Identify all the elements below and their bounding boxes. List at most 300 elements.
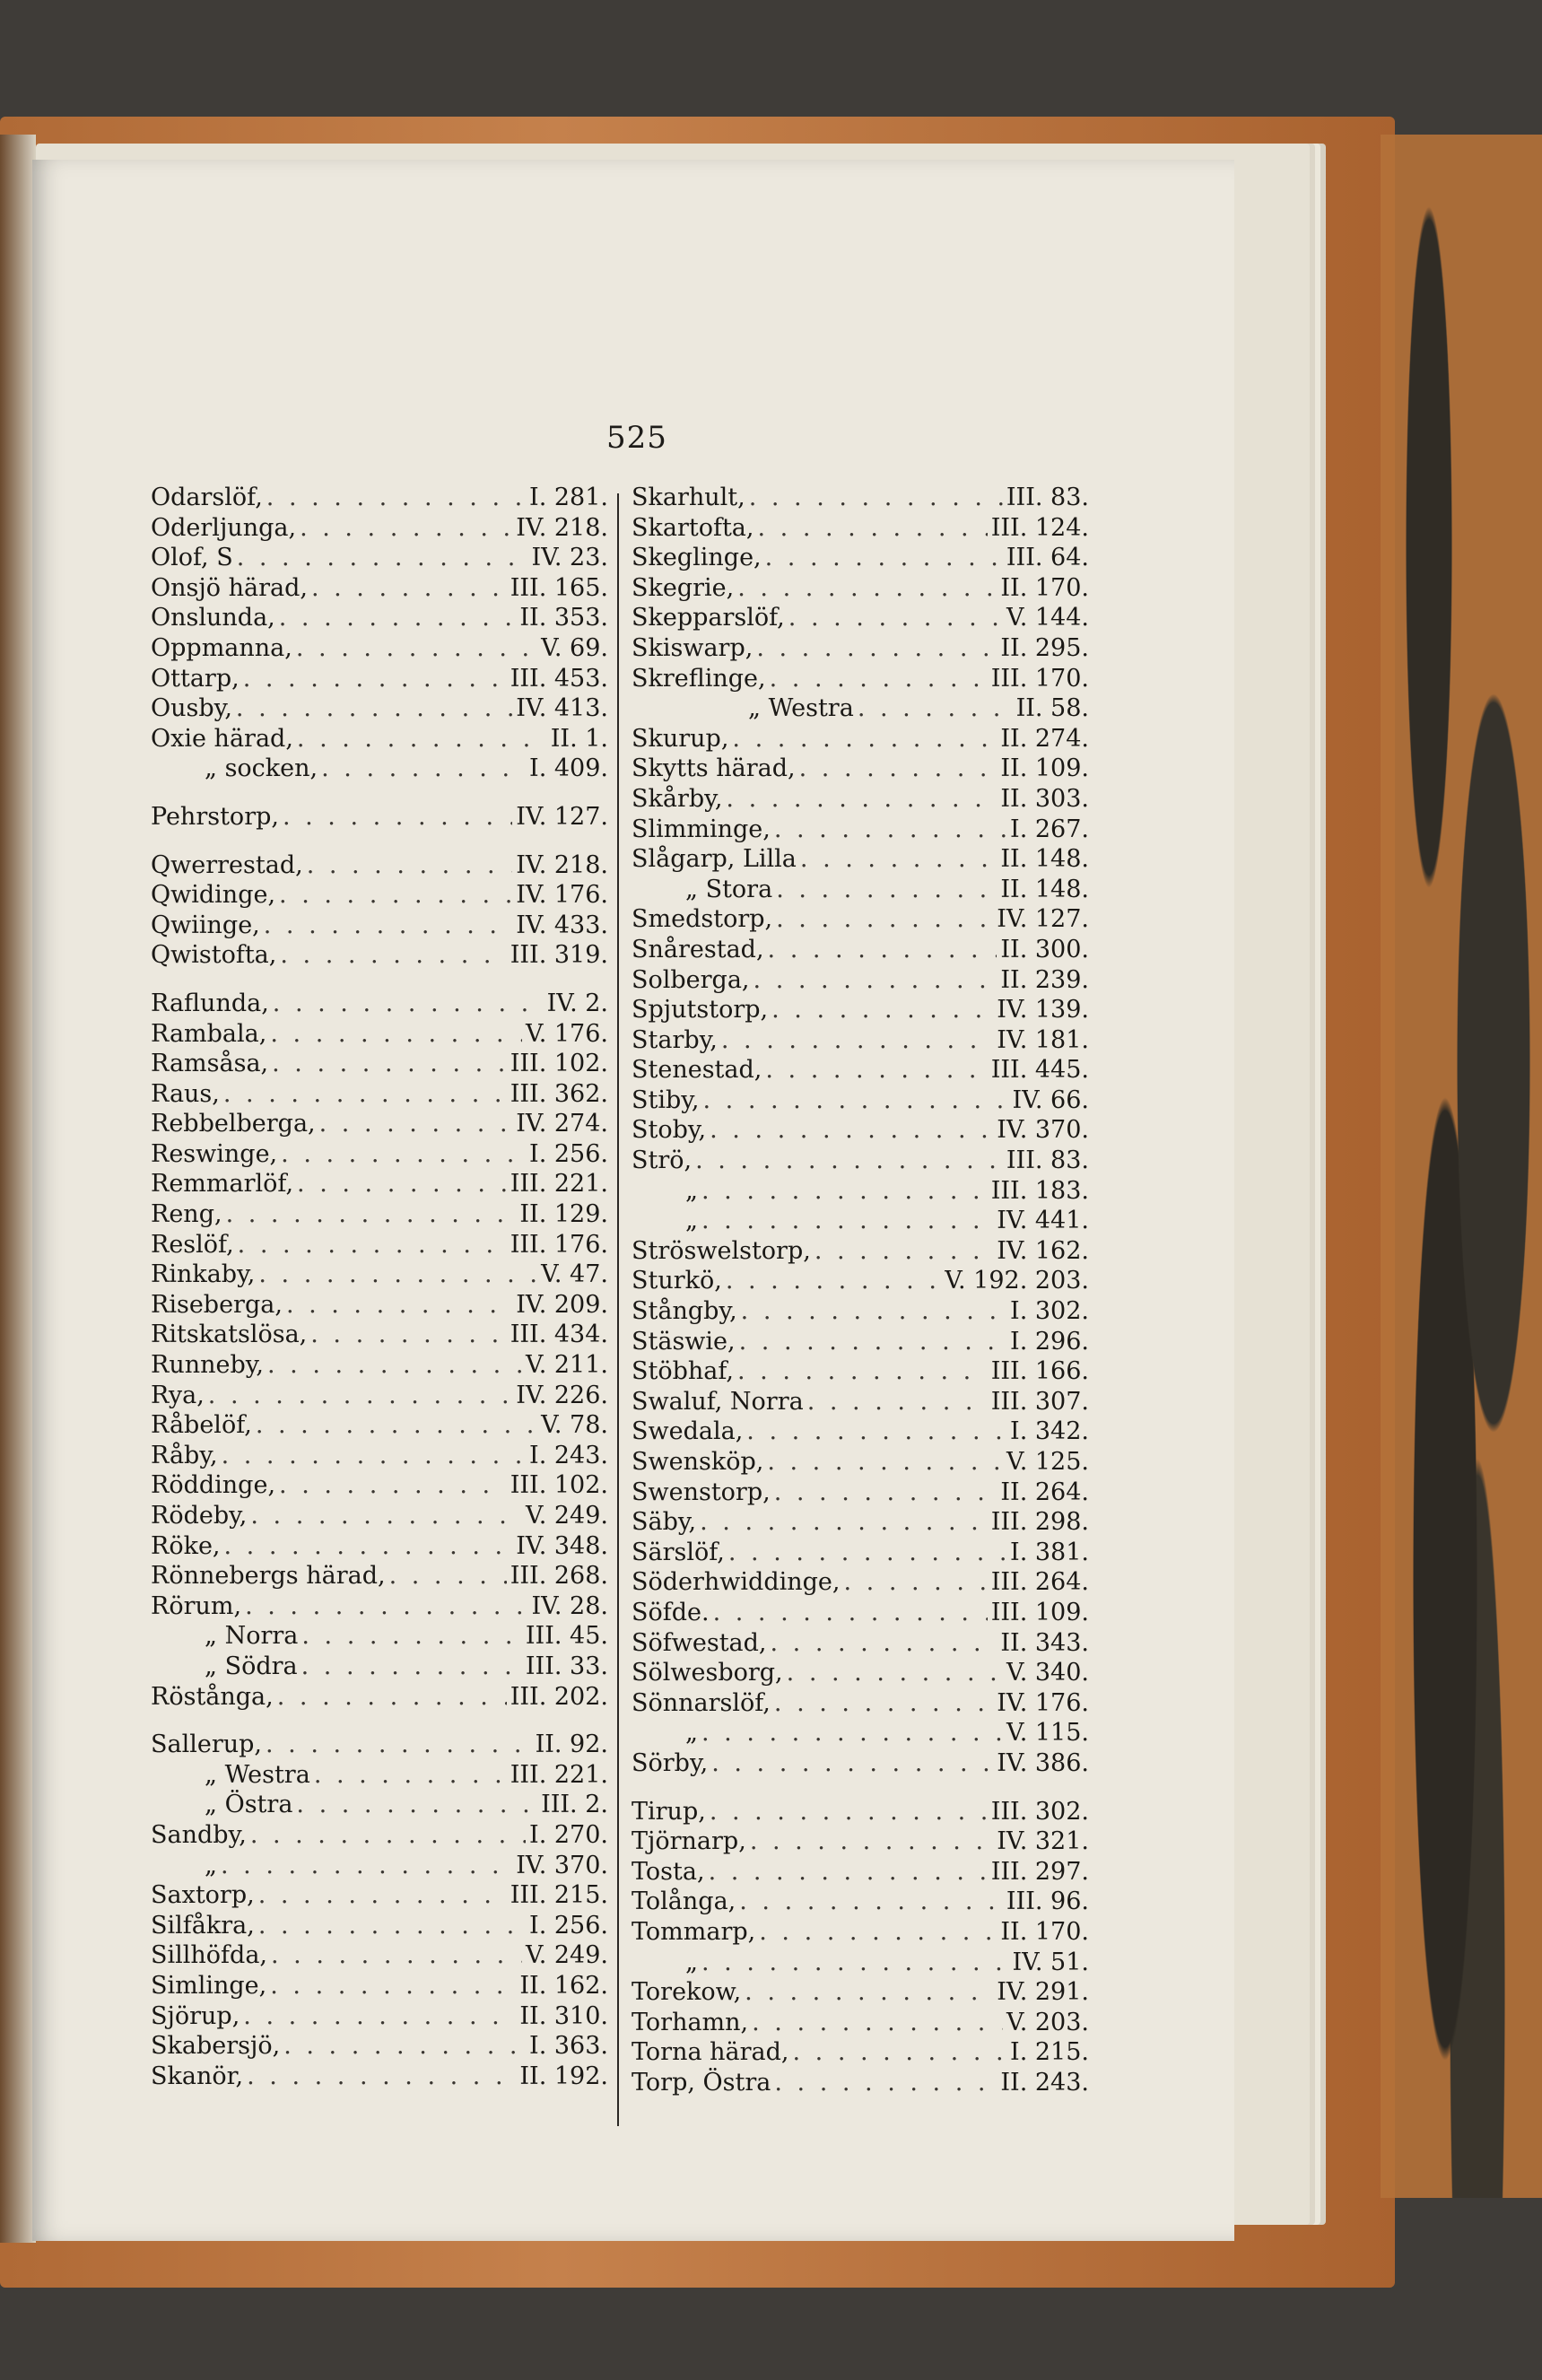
entry-reference: IV. 23. (531, 544, 608, 572)
entry-reference: V. 249. (525, 1941, 608, 1970)
entry-reference: I. 409. (529, 754, 608, 783)
leader-dots (307, 850, 513, 881)
entry-name: „ (685, 1948, 698, 1976)
leader-dots (311, 573, 507, 604)
entry-reference: IV. 176. (997, 1688, 1089, 1717)
leader-dots (247, 2062, 516, 2092)
entry-name: Tosta, (632, 1857, 705, 1886)
index-entry (151, 1199, 608, 1230)
leader-dots (296, 1790, 537, 1820)
entry-reference: II. 92. (535, 1731, 608, 1759)
entry-name: Raflunda, (151, 989, 269, 1017)
entry-name: Råby, (151, 1441, 218, 1469)
leader-dots (788, 603, 1003, 633)
leader-dots (273, 989, 544, 1019)
leader-dots (771, 995, 993, 1025)
index-entry (151, 664, 608, 694)
entry-name: Skartofta, (632, 513, 754, 542)
index-page (32, 160, 1234, 2241)
leader-dots (270, 1971, 516, 2001)
leader-dots (300, 513, 512, 544)
index-entry (151, 1320, 608, 1350)
index-entry (632, 603, 1089, 633)
entry-reference: IV. 209. (516, 1290, 608, 1319)
leader-dots (759, 1917, 997, 1948)
entry-reference: IV. 274. (516, 1110, 608, 1138)
entry-reference: IV. 386. (997, 1748, 1089, 1777)
index-entry (151, 513, 608, 544)
leader-dots (296, 633, 537, 664)
leader-dots (746, 1417, 1006, 1447)
entry-name: Snårestad, (632, 935, 764, 963)
index-entry (151, 1561, 608, 1591)
index-entry (632, 1085, 1089, 1116)
leader-dots (710, 1797, 988, 1827)
leader-dots (243, 2001, 516, 2032)
entry-name: Rambala, (151, 1019, 267, 1048)
index-entry (632, 1797, 1089, 1827)
entry-name: Skytts härad, (632, 754, 796, 783)
index-entry (151, 1652, 608, 1682)
entry-name: Qwidinge, (151, 881, 276, 910)
entry-reference: III. 221. (510, 1170, 608, 1199)
entry-reference: IV. 441. (997, 1207, 1089, 1235)
index-entry (632, 1356, 1089, 1387)
index-entry (151, 1230, 608, 1260)
index-entry (632, 1266, 1089, 1296)
leader-dots (750, 1826, 993, 1857)
leader-dots (701, 1948, 1008, 1978)
entry-reference: IV. 226. (516, 1381, 608, 1409)
leader-dots (277, 1682, 507, 1713)
entry-reference: IV. 139. (997, 996, 1089, 1024)
entry-name: Reslöf, (151, 1230, 234, 1259)
leader-dots (226, 1199, 517, 1230)
entry-reference: IV. 127. (997, 905, 1089, 934)
leader-dots (297, 1169, 507, 1199)
entry-reference: V. 340. (1006, 1659, 1089, 1687)
entry-name: Torekow, (632, 1978, 742, 2007)
entry-reference: III. 264. (990, 1568, 1089, 1597)
entry-reference: III. 45. (525, 1622, 608, 1651)
entry-reference: IV. 370. (997, 1116, 1089, 1145)
entry-name: „ Stora (685, 875, 773, 903)
leader-dots (297, 724, 547, 754)
leader-dots (774, 1478, 998, 1508)
entry-reference: II. 192. (519, 2062, 608, 2090)
entry-name: Sjörup, (151, 2001, 240, 2030)
index-entry (632, 633, 1089, 664)
leader-dots (768, 935, 998, 965)
entry-reference: III. 124. (990, 513, 1089, 542)
leader-dots (732, 724, 997, 754)
entry-name: Röke, (151, 1531, 221, 1560)
leader-dots (754, 965, 998, 996)
page-number: 525 (606, 420, 667, 456)
entry-reference: I. 243. (529, 1441, 608, 1469)
index-entry (151, 1760, 608, 1791)
entry-name: Söderhwiddinge, (632, 1568, 841, 1597)
entry-reference: III. 362. (510, 1079, 608, 1108)
index-entry (632, 965, 1089, 996)
entry-name: Strö, (632, 1146, 693, 1175)
entry-name: Rönnebergs härad, (151, 1562, 386, 1591)
entry-name: Skepparslöf, (632, 604, 785, 632)
entry-reference: IV. 218. (516, 850, 608, 879)
entry-name: Swaluf, Norra (632, 1387, 804, 1416)
leader-dots (279, 880, 512, 911)
entry-name: Rya, (151, 1381, 205, 1409)
entry-reference: III. 170. (990, 664, 1089, 693)
leader-dots (258, 1260, 537, 1290)
leader-dots (701, 1176, 988, 1207)
entry-reference: II. 148. (1000, 875, 1089, 903)
index-entry (151, 2031, 608, 2062)
entry-reference: III. 453. (510, 664, 608, 693)
index-entry (632, 754, 1089, 784)
entry-name: „ (685, 1207, 698, 1235)
leader-dots (321, 754, 526, 784)
entry-name: „ Östra (205, 1791, 293, 1819)
entry-reference: III. 298. (990, 1508, 1089, 1537)
leader-dots (703, 1085, 1009, 1116)
entry-reference: V. 203. (1006, 2008, 1089, 2036)
entry-reference: III. 302. (990, 1797, 1089, 1826)
entry-name: „ Södra (205, 1652, 298, 1680)
entry-name: Stiby, (632, 1085, 700, 1114)
entry-reference: III. 102. (510, 1471, 608, 1500)
leader-dots (222, 1441, 526, 1471)
entry-name: Skeglinge, (632, 544, 762, 572)
index-entry (632, 724, 1089, 754)
entry-reference: I. 302. (1010, 1297, 1089, 1326)
leader-dots (701, 1718, 1003, 1748)
index-entry (632, 1296, 1089, 1327)
index-entry (632, 1887, 1089, 1917)
entry-name: Stångby, (632, 1297, 737, 1326)
entry-name: Sturkö, (632, 1267, 722, 1295)
entry-name: Stenestad, (632, 1056, 762, 1085)
index-entry (632, 1115, 1089, 1146)
index-entry (151, 802, 608, 833)
entry-name: Oderljunga, (151, 513, 297, 542)
entry-reference: III. 268. (510, 1562, 608, 1591)
entry-name: Qwistofta, (151, 941, 277, 970)
entry-name: Skårby, (632, 784, 723, 813)
index-entry (151, 724, 608, 754)
index-entry (151, 880, 608, 911)
leader-dots (799, 754, 998, 784)
entry-name: Skurup, (632, 724, 729, 753)
index-entry (632, 784, 1089, 815)
index-entry (632, 2037, 1089, 2068)
index-entry (632, 573, 1089, 604)
entry-name: Sallerup, (151, 1731, 263, 1759)
index-entry (632, 1236, 1089, 1267)
leader-dots (266, 1730, 532, 1760)
entry-name: Swenstorp, (632, 1478, 771, 1506)
leader-dots (250, 1820, 526, 1851)
index-entry (632, 1567, 1089, 1598)
entry-reference: II. 303. (1000, 784, 1089, 813)
leader-dots (774, 2068, 997, 2098)
entry-reference: I. 342. (1010, 1417, 1089, 1446)
entry-name: Slimminge, (632, 815, 771, 843)
entry-name: Onslunda, (151, 604, 275, 632)
index-entry (151, 1169, 608, 1199)
leader-dots (389, 1561, 507, 1591)
index-entry (151, 2001, 608, 2032)
entry-reference: IV. 2. (546, 989, 608, 1017)
entry-name: Stäswie, (632, 1327, 736, 1356)
entry-name: Reswinge, (151, 1139, 278, 1168)
entry-reference: II. 109. (1000, 754, 1089, 783)
entry-name: Olof, S (151, 544, 233, 572)
entry-name: Sandby, (151, 1820, 247, 1849)
column-divider (617, 493, 619, 2126)
entry-reference: I. 256. (529, 1911, 608, 1940)
leader-dots (223, 1079, 507, 1110)
entry-name: Röddinge, (151, 1471, 276, 1500)
index-entry (151, 1410, 608, 1441)
index-entry (151, 1019, 608, 1050)
entry-reference: II. 274. (1000, 724, 1089, 753)
entry-name: Skarhult, (632, 484, 745, 511)
index-entry (151, 1790, 608, 1820)
leader-dots (301, 1652, 522, 1682)
entry-reference: V. 176. (525, 1019, 608, 1048)
leader-dots (270, 1019, 522, 1050)
entry-name: Qwerrestad, (151, 850, 303, 879)
entry-name: Solberga, (632, 965, 750, 994)
index-entry (632, 2068, 1089, 2098)
index-entry (151, 1079, 608, 1110)
index-entry (151, 1880, 608, 1911)
index-entry (632, 844, 1089, 875)
entry-name: Rödeby, (151, 1502, 248, 1530)
index-entry (151, 1109, 608, 1139)
index-entry (632, 1478, 1089, 1508)
entry-reference: V. 47. (541, 1260, 608, 1289)
entry-name: Skreflinge, (632, 664, 766, 693)
entry-reference: III. 221. (510, 1760, 608, 1789)
entry-reference: IV. 218. (516, 513, 608, 542)
index-entry (632, 1826, 1089, 1857)
entry-name: Sörby, (632, 1748, 709, 1777)
right-column (632, 483, 1089, 2097)
entry-reference: IV. 181. (997, 1025, 1089, 1054)
leader-dots (281, 1139, 526, 1170)
entry-name: Säby, (632, 1508, 697, 1537)
entry-reference: II. 58. (1015, 694, 1089, 723)
leader-dots (721, 1025, 993, 1056)
index-entry (632, 1857, 1089, 1887)
entry-name: Saxtorp, (151, 1881, 255, 1910)
entry-reference: II. 129. (519, 1200, 608, 1229)
leader-dots (752, 2008, 1003, 2038)
entry-name: Tirup, (632, 1797, 706, 1826)
leader-dots (711, 1748, 993, 1779)
index-entry (151, 1911, 608, 1941)
entry-name: „ Westra (748, 694, 854, 723)
entry-reference: III. 183. (990, 1176, 1089, 1205)
entry-reference: I. 215. (1010, 2038, 1089, 2067)
entry-name: Röstånga, (151, 1682, 274, 1711)
entry-name: Rörum, (151, 1591, 242, 1620)
index-entry (632, 904, 1089, 935)
leader-dots (314, 1760, 507, 1791)
index-entry (151, 2062, 608, 2092)
index-entry (632, 2008, 1089, 2038)
leader-dots (272, 1049, 507, 1079)
leader-dots (243, 664, 507, 694)
index-entry (151, 1350, 608, 1381)
index-entry (632, 513, 1089, 544)
index-entry (632, 1917, 1089, 1948)
index-entry (151, 1820, 608, 1851)
entry-reference: I. 270. (529, 1820, 608, 1849)
leader-dots (737, 573, 997, 604)
entry-name: Riseberga, (151, 1290, 283, 1319)
leader-dots (745, 1977, 993, 2008)
index-entry (632, 1658, 1089, 1688)
leader-dots (709, 1857, 988, 1887)
index-entry (632, 543, 1089, 573)
entry-name: Runneby, (151, 1351, 265, 1380)
index-entry (151, 633, 608, 664)
leader-dots (758, 513, 988, 544)
leader-dots (774, 1688, 993, 1719)
leader-dots (286, 1290, 512, 1321)
leader-dots (739, 1887, 1003, 1917)
index-entry (151, 1501, 608, 1531)
entry-reference: V. 192. 203. (945, 1267, 1089, 1295)
index-entry (632, 1507, 1089, 1538)
leader-dots (728, 1538, 1006, 1568)
entry-name: „ socken, (205, 754, 318, 783)
entry-reference: III. 83. (1006, 484, 1089, 511)
entry-name: Odarslöf, (151, 484, 263, 511)
entry-reference: IV. 291. (997, 1978, 1089, 2007)
leader-dots (737, 1356, 988, 1387)
index-entry (632, 1447, 1089, 1478)
entry-reference: III. 109. (990, 1598, 1089, 1626)
leader-dots (793, 2037, 1007, 2068)
entry-name: Rebbelberga, (151, 1110, 316, 1138)
leader-dots (701, 1206, 993, 1236)
entry-reference: III. 2. (541, 1791, 608, 1819)
index-entry (151, 754, 608, 784)
leader-dots (749, 483, 1003, 513)
index-entry (151, 850, 608, 881)
entry-name: Söfwestad, (632, 1628, 767, 1657)
entry-name: Reng, (151, 1200, 222, 1229)
leader-dots (844, 1567, 988, 1598)
leader-dots (245, 1591, 527, 1622)
index-entry (632, 875, 1089, 905)
entry-name: Torhamn, (632, 2008, 749, 2036)
index-entry (151, 1730, 608, 1760)
index-entry (632, 1417, 1089, 1447)
index-entry (632, 1948, 1089, 1978)
index-entry (151, 1441, 608, 1471)
index-entry (151, 1682, 608, 1713)
entry-name: Qwiinge, (151, 911, 260, 939)
leader-dots (726, 1266, 941, 1296)
leader-dots (310, 1320, 506, 1350)
entry-name: Spjutstorp, (632, 996, 769, 1024)
entry-reference: III. 445. (990, 1056, 1089, 1085)
leader-dots (767, 1447, 1003, 1478)
entry-name: Raus, (151, 1079, 220, 1108)
leader-dots (765, 1055, 987, 1085)
entry-reference: III. 434. (510, 1321, 608, 1349)
entry-reference: I. 363. (529, 2032, 608, 2061)
entry-name: Stoby, (632, 1116, 707, 1145)
entry-reference: I. 381. (1010, 1538, 1089, 1566)
entry-reference: II. 170. (1000, 1917, 1089, 1946)
leader-dots (713, 1598, 988, 1628)
index-entry (632, 1748, 1089, 1779)
index-entry (151, 603, 608, 633)
entry-reference: II. 300. (1000, 935, 1089, 963)
entry-name: Ottarp, (151, 664, 240, 693)
entry-name: Slågarp, Lilla (632, 845, 797, 874)
entry-reference: IV. 370. (516, 1851, 608, 1879)
entry-reference: V. 144. (1006, 604, 1089, 632)
index-entry (632, 1688, 1089, 1719)
leader-dots (771, 1628, 998, 1659)
left-column (151, 483, 608, 2091)
entry-reference: II. 343. (1000, 1628, 1089, 1657)
entry-name: Torp, Östra (632, 2068, 771, 2097)
entry-reference: V. 78. (541, 1411, 608, 1440)
entry-name: Skanör, (151, 2062, 244, 2090)
leader-dots (695, 1146, 1003, 1176)
entry-name: Skabersjö, (151, 2032, 281, 2061)
leader-dots (700, 1507, 988, 1538)
entry-name: Ritskatslösa, (151, 1321, 308, 1349)
leader-dots (283, 802, 512, 833)
entry-reference: II. 353. (519, 604, 608, 632)
leader-dots (776, 875, 997, 905)
leader-dots (258, 1911, 526, 1941)
index-entry (151, 1049, 608, 1079)
entry-reference: IV. 162. (997, 1236, 1089, 1265)
leader-dots (739, 1327, 1006, 1357)
index-entry (151, 1851, 608, 1881)
leader-dots (756, 633, 997, 664)
leader-dots (267, 1350, 522, 1381)
entry-reference: III. 64. (1006, 544, 1089, 572)
left-page-edge (0, 135, 36, 2243)
index-entry (151, 1260, 608, 1290)
entry-reference: I. 296. (1010, 1327, 1089, 1356)
entry-name: Swedala, (632, 1417, 744, 1446)
index-entry (151, 1470, 608, 1501)
entry-name: Silfåkra, (151, 1911, 255, 1940)
entry-reference: I. 281. (529, 484, 608, 511)
entry-reference: II. 239. (1000, 965, 1089, 994)
index-entry (632, 1327, 1089, 1357)
leader-dots (266, 483, 526, 513)
index-entry (632, 693, 1089, 724)
entry-name: Tjörnarp, (632, 1827, 746, 1856)
leader-dots (279, 603, 517, 633)
entry-reference: III. 307. (990, 1387, 1089, 1416)
entry-name: Oppmanna, (151, 633, 292, 662)
entry-name: „ (685, 1719, 698, 1748)
